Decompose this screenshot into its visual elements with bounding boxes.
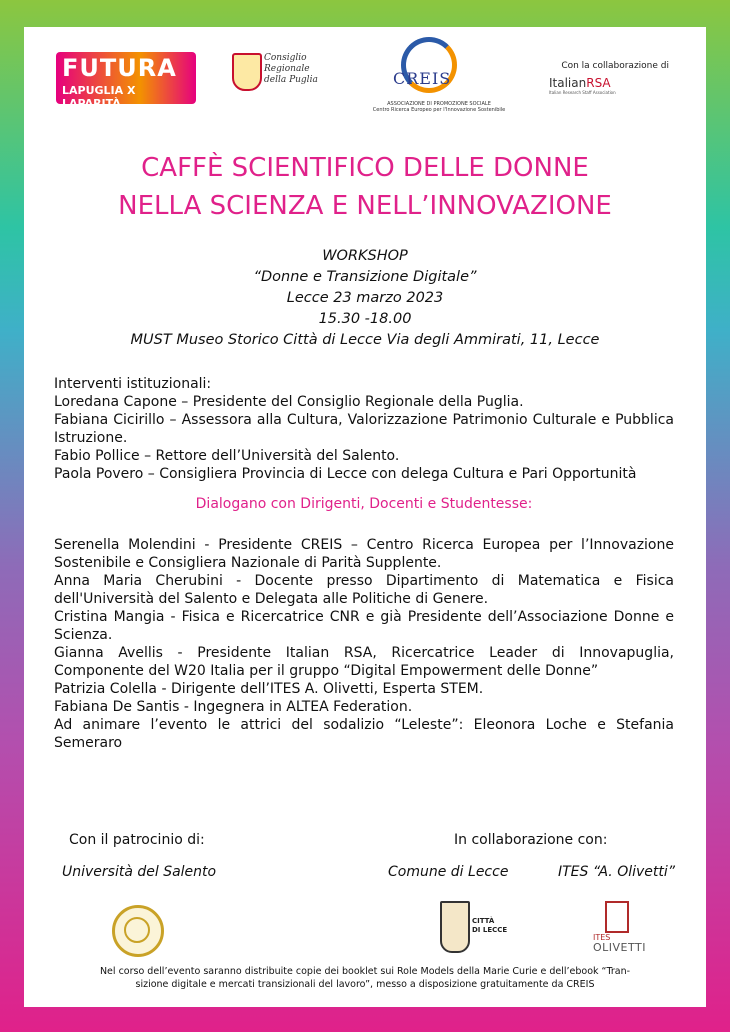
collaboration-with-label: In collaborazione con:	[454, 832, 608, 848]
dialogue-item: Gianna Avellis - Presidente Italian RSA, Ricercatrice Leader di Innovapuglia, Componente del W20 Italia per il gruppo “Digital Empowerment delle Donne”	[54, 645, 674, 679]
olivetti-line2: OLIVETTI	[593, 941, 646, 954]
lecce-coat-of-arms-icon	[440, 901, 470, 953]
logo-row	[24, 27, 706, 122]
workshop-label: WORKSHOP	[322, 248, 408, 264]
italian-rsa-logo	[549, 76, 669, 95]
coat-of-arms-icon	[232, 53, 262, 91]
creis-subtitle-2: Centro Ricerca Europeo per l'Innovazione Sostenibile	[372, 107, 506, 113]
creis-subtitle-1: ASSOCIAZIONE DI PROMOZIONE SOCIALE	[387, 101, 491, 107]
creis-name: CREIS	[393, 69, 452, 88]
rsa-prefix: Italian	[549, 76, 587, 90]
dialogue-item: Fabiana De Santis - Ingegnera in ALTEA Federation.	[54, 699, 413, 715]
collaboration-label: Con la collaborazione di	[561, 61, 669, 71]
ites-name: ITES “A. Olivetti”	[558, 864, 676, 880]
flyer-sheet	[24, 27, 706, 1007]
dialogue-item: Serenella Molendini - Presidente CREIS – Centro Ricerca Europea per l’Innovazione Sostenibile e Consigliera Nazionale di Parità Supplente.	[54, 537, 674, 571]
footer-line2: sizione digitale e mercati transizionali del lavoro”, messo a disposizione gratuitamente da CREIS	[135, 979, 595, 990]
university-name: Università del Salento	[62, 864, 217, 880]
patronage-label: Con il patrocinio di:	[69, 832, 205, 848]
collaboration-block	[539, 61, 669, 95]
speakers-section	[54, 375, 674, 752]
olivetti-line1: ITES	[593, 933, 611, 942]
lecce-logo-line1: CITTÀ	[472, 917, 495, 925]
footer-note	[44, 965, 686, 991]
footer-line1: Nel corso dell’evento saranno distribuite copie dei booklet sui Role Models della Marie Curie e dell’ebook “Tran-	[99, 966, 631, 977]
institutional-item: Paola Povero – Consigliera Provincia di Lecce con delega Cultura e Pari Opportunità	[54, 466, 637, 482]
dialogue-item: Anna Maria Cherubini - Docente presso Dipartimento di Matematica e Fisica dell'Università del Salento e Delegata alle Politiche di Genere.	[54, 573, 674, 607]
institutional-item: Fabio Pollice – Rettore dell’Università del Salento.	[54, 448, 400, 464]
comune-name: Comune di Lecce	[388, 864, 509, 880]
rsa-subtitle: Italian Research Staff Association	[549, 90, 616, 95]
title-line2: NELLA SCIENZA E NELL’INNOVAZIONE	[118, 191, 612, 221]
dialogue-item: Ad animare l’evento le attrici del sodalizio “Leleste”: Eleonora Loche e Stefania Semeraro	[54, 717, 674, 751]
workshop-venue: MUST Museo Storico Città di Lecce Via degli Ammirati, 11, Lecce	[130, 332, 600, 348]
workshop-time: 15.30 -18.00	[318, 311, 412, 327]
futura-logo	[56, 52, 196, 110]
comune-lecce-logo	[440, 901, 520, 953]
creis-logo	[369, 35, 509, 121]
workshop-date: Lecce 23 marzo 2023	[286, 290, 444, 306]
futura-subtitle: LAPUGLIA X LAPARITÀ	[62, 84, 136, 110]
workshop-info	[24, 246, 706, 351]
rsa-suffix: RSA	[586, 76, 611, 90]
title-line1: CAFFÈ SCIENTIFICO DELLE DONNE	[141, 153, 589, 183]
dialogue-heading: Dialogano con Dirigenti, Docenti e Studentesse:	[195, 496, 533, 512]
institutional-item: Fabiana Cicirillo – Assessora alla Cultura, Valorizzazione Patrimonio Culturale e Pubblica Istruzione.	[54, 412, 674, 446]
dialogue-item: Patrizia Colella - Dirigente dell’ITES A. Olivetti, Esperta STEM.	[54, 681, 484, 697]
council-line1: Consiglio	[264, 53, 307, 63]
regional-council-logo	[232, 51, 342, 101]
dialogue-item: Cristina Mangia - Fisica e Ricercatrice CNR e già Presidente dell’Associazione Donne e Scienza.	[54, 609, 674, 643]
institutional-heading: Interventi istituzionali:	[54, 376, 212, 392]
olivetti-building-icon	[605, 901, 629, 933]
council-line3: della Puglia	[264, 75, 318, 85]
council-line2: Regionale	[264, 64, 310, 74]
university-seal-icon	[112, 905, 164, 957]
institutional-item: Loredana Capone – Presidente del Consiglio Regionale della Puglia.	[54, 394, 524, 410]
ites-olivetti-logo	[591, 901, 661, 957]
futura-title: FUTURA	[62, 54, 177, 82]
workshop-name: “Donne e Transizione Digitale”	[253, 269, 477, 285]
page-title	[24, 149, 706, 225]
lecce-logo-line2: DI LECCE	[472, 926, 508, 934]
